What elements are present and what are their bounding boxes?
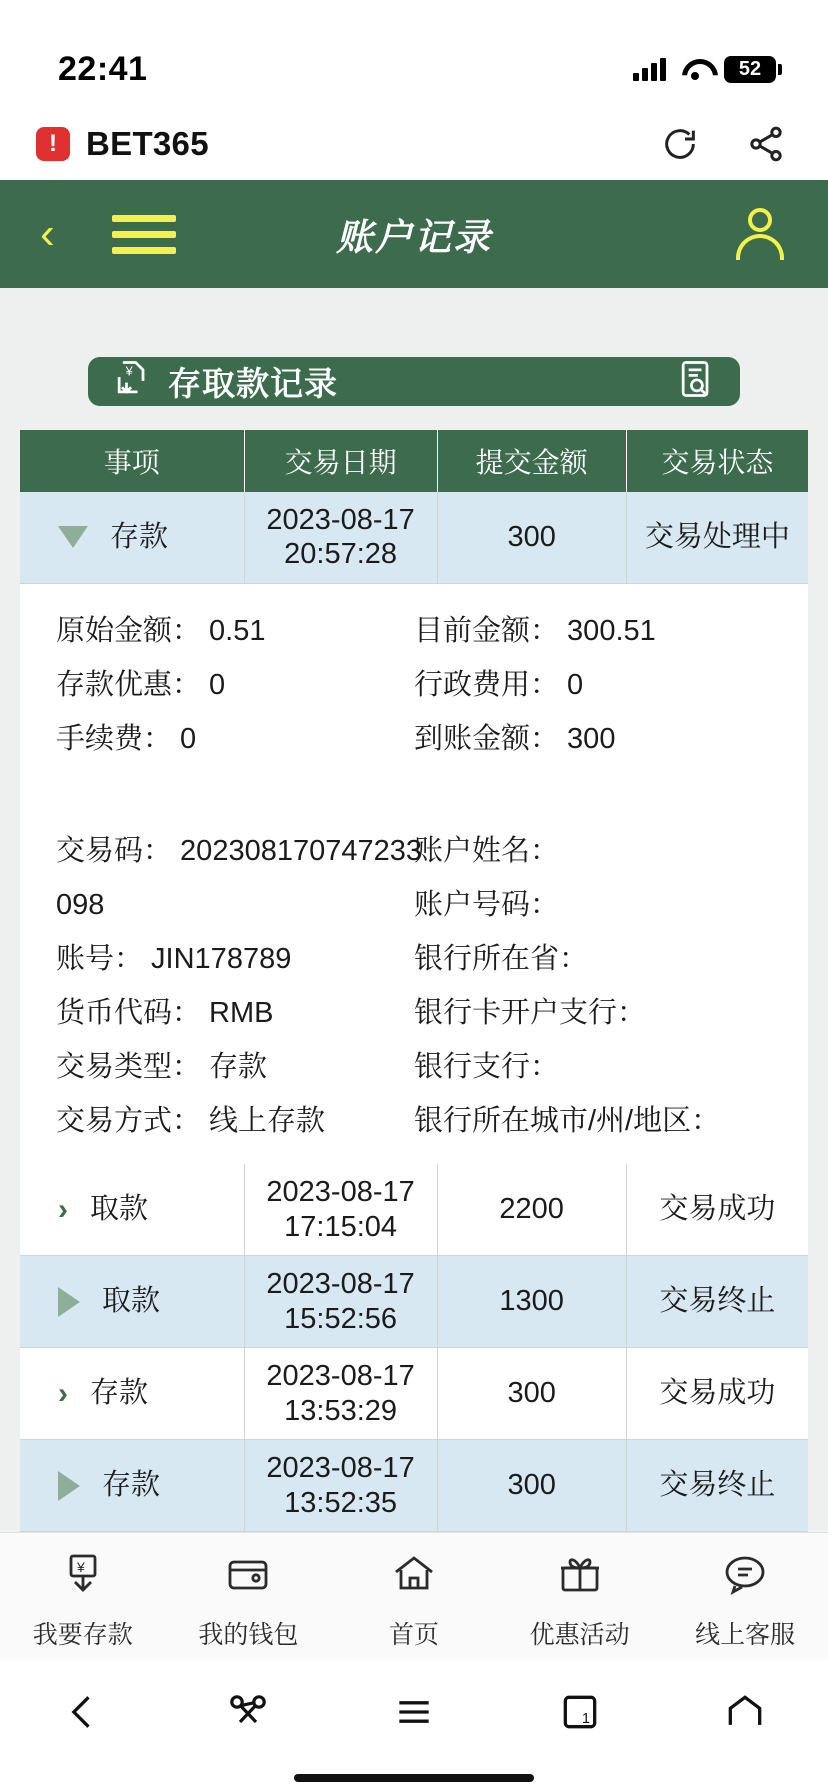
detail-bank-branch: 银行支行： xyxy=(414,1050,560,1083)
app-header xyxy=(0,180,828,288)
transactions-table xyxy=(20,430,808,1532)
android-recents-icon[interactable] xyxy=(378,1676,450,1748)
status-indicators xyxy=(633,56,776,83)
detail-bottom-grid xyxy=(20,830,808,1154)
nav-item-support[interactable] xyxy=(665,1550,825,1651)
nav-label: 优惠活动 xyxy=(529,1621,630,1649)
browser-bar xyxy=(0,108,828,180)
row-date-cell xyxy=(245,492,438,583)
chevron-right-icon[interactable]: › xyxy=(58,1376,68,1410)
detail-bank-branch-open: 银行卡开户支行： xyxy=(414,996,647,1029)
row-date-line2: 17:15:04 xyxy=(284,1210,398,1243)
row-date-cell xyxy=(245,1348,438,1439)
nav-item-promotions[interactable] xyxy=(500,1550,660,1651)
android-shortcut-icon[interactable] xyxy=(212,1676,284,1748)
site-identity xyxy=(36,125,209,163)
triangle-down-icon[interactable] xyxy=(58,526,88,548)
chevron-right-icon[interactable]: › xyxy=(58,1192,68,1226)
android-split-screen-icon[interactable] xyxy=(544,1676,616,1748)
app-bottom-nav xyxy=(0,1532,828,1660)
detail-bank-province: 银行所在省： xyxy=(414,942,589,975)
row-date-line1: 2023-08-17 xyxy=(266,1176,415,1209)
row-amount-cell: 300 xyxy=(438,1440,627,1531)
detail-admin-fee: 行政费用： 0 xyxy=(414,668,584,701)
row-amount-cell: 2200 xyxy=(438,1164,627,1255)
svg-text:¥: ¥ xyxy=(125,363,133,379)
row-date-cell xyxy=(245,1164,438,1255)
page-title: 账户记录 xyxy=(336,217,492,258)
row-item-cell xyxy=(20,1164,245,1255)
row-status-cell: 交易终止 xyxy=(659,1285,776,1318)
alert-badge-icon: ! xyxy=(36,127,70,161)
table-row[interactable] xyxy=(20,492,808,584)
row-date-line1: 2023-08-17 xyxy=(266,1360,415,1393)
detail-original-amount: 原始金额： 0.51 xyxy=(56,614,266,647)
transaction-detail-panel xyxy=(20,584,808,1164)
reload-icon[interactable] xyxy=(658,122,702,166)
detail-gap xyxy=(20,772,808,830)
back-chevron-icon[interactable]: ‹ xyxy=(40,209,55,258)
home-indicator xyxy=(0,1764,828,1792)
wallet-icon xyxy=(224,1550,272,1605)
user-account-icon[interactable] xyxy=(732,206,788,262)
row-date-line2: 13:52:35 xyxy=(284,1486,398,1519)
status-bar xyxy=(0,0,828,108)
table-row[interactable] xyxy=(20,1348,808,1440)
status-time: 22:41 xyxy=(58,49,148,88)
deposit-withdraw-icon xyxy=(110,357,154,406)
row-item-label: 取款 xyxy=(90,1193,149,1226)
document-search-icon[interactable] xyxy=(674,357,718,406)
row-status-cell: 交易成功 xyxy=(659,1193,776,1226)
detail-account-number: 账户号码： xyxy=(414,888,560,921)
detail-received-amount: 到账金额： 300 xyxy=(414,722,616,755)
home-icon xyxy=(390,1550,438,1605)
battery-icon xyxy=(724,56,776,83)
detail-right-bottom xyxy=(414,830,772,1154)
triangle-right-icon[interactable] xyxy=(58,1287,80,1317)
site-name: BET365 xyxy=(86,125,209,162)
row-item-cell xyxy=(20,1256,245,1347)
section-title: 存取款记录 xyxy=(168,364,338,402)
row-amount-cell: 300 xyxy=(438,492,627,583)
detail-account-no: 账号： JIN178789 xyxy=(56,942,292,975)
col-header-item: 事项 xyxy=(20,430,245,492)
row-date-line2: 20:57:28 xyxy=(284,538,398,571)
section-header-deposit-withdraw[interactable] xyxy=(88,357,740,406)
share-icon[interactable] xyxy=(744,122,788,166)
nav-label: 我要存款 xyxy=(32,1621,133,1649)
row-date-line2: 13:53:29 xyxy=(284,1394,398,1427)
top-spacer xyxy=(0,288,828,357)
col-header-amount: 提交金额 xyxy=(438,430,627,492)
cellular-bars-icon xyxy=(633,57,666,81)
table-row[interactable] xyxy=(20,1440,808,1532)
deposit-icon xyxy=(59,1550,107,1605)
detail-transaction-type: 交易类型： 存款 xyxy=(56,1050,268,1083)
row-item-cell xyxy=(20,1440,245,1531)
row-date-cell xyxy=(245,1440,438,1531)
row-item-label: 存款 xyxy=(102,1469,161,1502)
row-date-cell xyxy=(245,1256,438,1347)
detail-right-top xyxy=(414,610,772,772)
row-amount-cell: 300 xyxy=(438,1348,627,1439)
android-back-icon[interactable] xyxy=(47,1676,119,1748)
svg-text:1: 1 xyxy=(581,1711,590,1727)
detail-currency-code: 货币代码： RMB xyxy=(56,996,274,1029)
row-item-cell xyxy=(20,1348,245,1439)
row-amount-cell: 1300 xyxy=(438,1256,627,1347)
table-row[interactable] xyxy=(20,1164,808,1256)
row-item-label: 存款 xyxy=(110,520,169,553)
row-item-cell xyxy=(20,492,245,583)
android-home-icon[interactable] xyxy=(709,1676,781,1748)
triangle-right-icon[interactable] xyxy=(58,1471,80,1501)
wifi-icon xyxy=(680,57,710,81)
nav-label: 首页 xyxy=(388,1621,439,1649)
gift-icon xyxy=(556,1550,604,1605)
page-content xyxy=(0,288,828,1532)
browser-actions xyxy=(658,122,788,166)
detail-transaction-code-wrap: 098 xyxy=(56,888,105,921)
row-status-cell: 交易成功 xyxy=(659,1377,776,1410)
table-row[interactable] xyxy=(20,1256,808,1348)
detail-deposit-bonus: 存款优惠： 0 xyxy=(56,668,226,701)
detail-current-amount: 目前金额： 300.51 xyxy=(414,614,656,647)
col-header-date: 交易日期 xyxy=(245,430,438,492)
svg-text:¥: ¥ xyxy=(76,1559,85,1575)
row-date-line1: 2023-08-17 xyxy=(266,503,415,536)
detail-transaction-method: 交易方式： 线上存款 xyxy=(56,1104,326,1137)
row-date-line2: 15:52:56 xyxy=(284,1302,398,1335)
nav-label: 线上客服 xyxy=(695,1621,796,1649)
row-item-label: 存款 xyxy=(90,1377,149,1410)
row-status-cell: 交易终止 xyxy=(659,1469,776,1502)
nav-item-wallet[interactable] xyxy=(168,1550,328,1651)
nav-item-deposit[interactable] xyxy=(3,1550,163,1651)
detail-handling-fee: 手续费： 0 xyxy=(56,722,197,755)
detail-transaction-code: 交易码： 202308170747233 xyxy=(56,834,422,867)
mid-spacer xyxy=(0,406,828,430)
nav-item-home[interactable] xyxy=(334,1550,494,1651)
row-date-line1: 2023-08-17 xyxy=(266,1452,415,1485)
detail-left-top xyxy=(56,610,414,772)
support-chat-icon xyxy=(721,1550,769,1605)
hamburger-menu-icon[interactable] xyxy=(112,215,176,254)
detail-left-bottom xyxy=(56,830,422,1154)
row-item-label: 取款 xyxy=(102,1285,161,1318)
detail-bank-city: 银行所在城市/州/地区： xyxy=(414,1104,721,1137)
row-status-cell: 交易处理中 xyxy=(644,520,790,553)
system-nav-bar xyxy=(0,1660,828,1764)
nav-label: 我的钱包 xyxy=(198,1621,299,1649)
col-header-status: 交易状态 xyxy=(661,446,774,478)
battery-level: 52 xyxy=(738,57,762,80)
row-date-line1: 2023-08-17 xyxy=(266,1268,415,1301)
detail-top-grid xyxy=(20,610,808,772)
detail-account-name: 账户姓名： xyxy=(414,834,560,867)
table-header-row xyxy=(20,430,808,492)
